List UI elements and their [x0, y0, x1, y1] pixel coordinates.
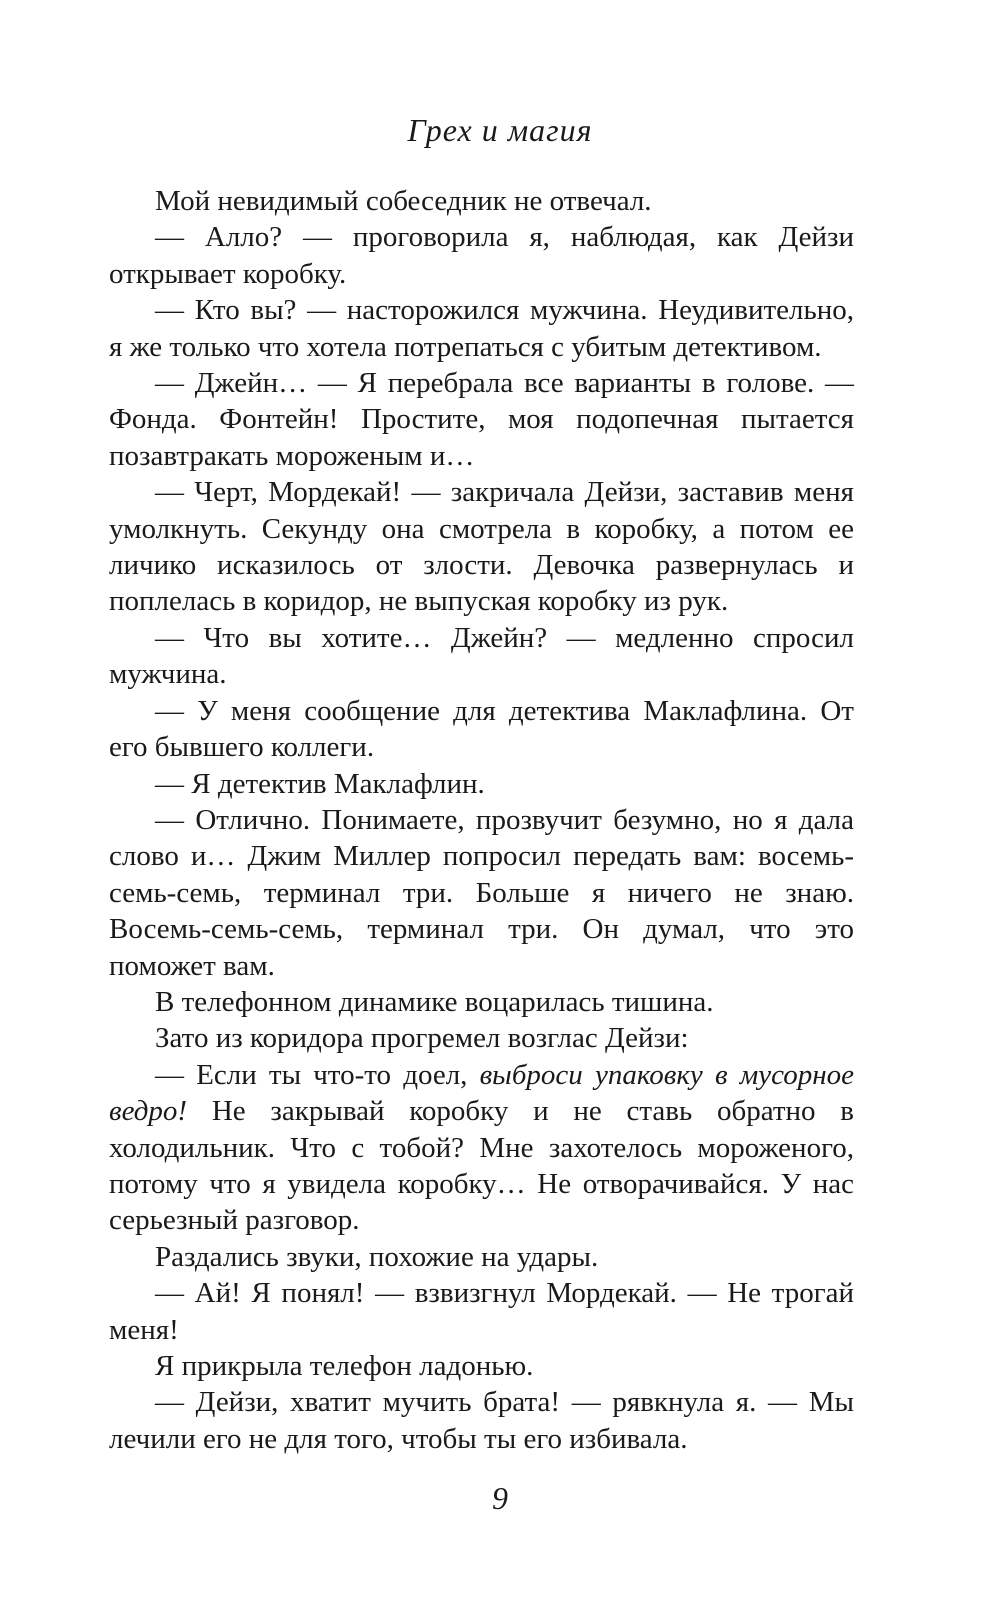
paragraph: Раздались звуки, похожие на удары. — [155, 1240, 599, 1273]
paragraph: Я прикрыла телефон ладонью. — [155, 1350, 534, 1382]
italic-emphasis: выброси упаковку в мусорное ведро! — [109, 1058, 855, 1128]
paragraph — [109, 1057, 854, 1239]
paragraph: — Ай! Я понял! — взвизгнул Мордекай. — Не трогай меня! — [109, 1277, 854, 1346]
paragraph-segment: Не закрывай коробку и не ставь обратно в холодильник. Что с тобой? Мне захотелось мороженого, потому что я увидела коробку… Не отворачивайся. У нас серьезный разговор. — [109, 1095, 854, 1237]
paragraph: — Что вы хотите… Джейн? — медленно спросил мужчина. — [109, 621, 854, 691]
page-number: 9 — [492, 1480, 508, 1516]
paragraph: — Дейзи, хватит мучить брата! — рявкнула я. — Мы лечили его не для того, чтобы ты его избивала. — [109, 1386, 854, 1455]
body-text — [109, 183, 854, 1457]
paragraph: — Черт, Мордекай! — закричала Дейзи, заставив меня умолкнуть. Секунду она смотрела в коробку, а потом ее личико исказилось от злости. Девочка развернулась и поплелась в коридор, не выпуская коробку из рук. — [109, 476, 854, 618]
paragraph: — Отлично. Понимаете, прозвучит безумно, но я дала слово и… Джим Миллер попросил передать вам: восемь-семь-семь, терминал три. Больше я ничего не знаю. Восемь-семь-семь, терминал три. Он думал, что это поможет вам. — [109, 803, 854, 982]
paragraph: — Джейн… — Я перебрала все варианты в голове. — Фонда. Фонтейн! Простите, моя подопечная пытается позавтракать мороженым и… — [109, 367, 854, 472]
paragraph: В телефонном динамике воцарилась тишина. — [155, 985, 714, 1018]
paragraph: Мой невидимый собеседник не отвечал. — [155, 185, 652, 217]
paragraph: — У меня сообщение для детектива Маклафлина. От его бывшего коллеги. — [109, 694, 854, 764]
paragraph: Зато из коридора прогремел возглас Дейзи: — [155, 1022, 689, 1055]
paragraph: — Кто вы? — насторожился мужчина. Неудивительно, я же только что хотела потрепаться с убитым детективом. — [109, 294, 854, 363]
paragraph-segment: — Если ты что-то доел, — [155, 1058, 480, 1091]
running-head: Грех и магия — [407, 112, 593, 148]
paragraph: — Я детектив Маклафлин. — [155, 767, 485, 800]
paragraph: — Алло? — проговорила я, наблюдая, как Дейзи открывает коробку. — [109, 221, 854, 290]
